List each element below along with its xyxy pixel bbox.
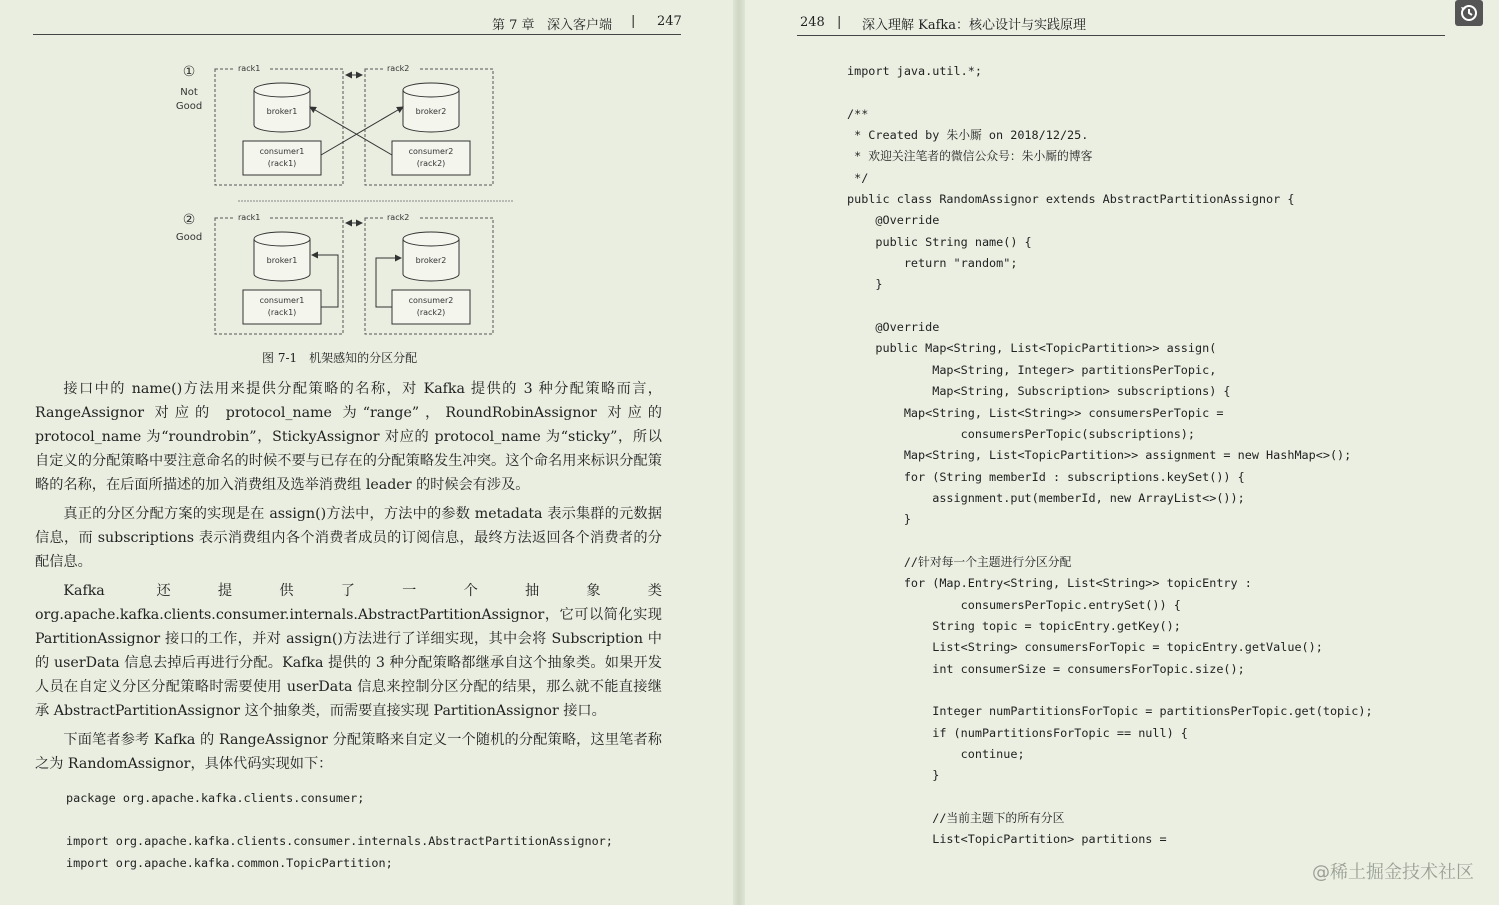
right-header-title: 深入理解 Kafka：核心设计与实践原理 — [862, 18, 1087, 33]
code-line: Integer numPartitionsForTopic = partitionsPerTopic.get(topic); — [847, 704, 1373, 719]
case2-broker2-label: broker2 — [415, 256, 447, 265]
code-line: import org.apache.kafka.clients.consumer.internals.AbstractPartitionAssignor; — [66, 834, 613, 848]
case2-consumer1-rack: (rack1) — [267, 308, 297, 317]
code-line — [847, 82, 1373, 103]
case1-label-line1: Not — [180, 87, 198, 98]
code-line: int consumerSize = consumersForTopic.size(); — [847, 661, 1245, 676]
case1-broker2-label: broker2 — [415, 107, 447, 116]
case1-label-line2: Good — [175, 101, 203, 112]
code-line: Map<String, Integer> partitionsPerTopic, — [847, 362, 1217, 377]
code-line: String topic = topicEntry.getKey(); — [847, 618, 1181, 633]
case2-consumer2-label: consumer2 — [408, 296, 454, 305]
paragraph-3: Kafka 还提供了一个抽象类 org.apache.kafka.clients.consumer.internals.AbstractPartitionAssignor，它可以简化实现 PartitionAssignor 接口的工作，并对 assign()方法进行了详细实现，其中会将 Subscription 中的 userData 信息去掉后再进行分配。Kafka 提供的 3 种分配策略都继承自这个抽象类。如果开发人员在自定义分区分配策略时需要使用 userData 信息来控制分区分配的结果，那么就不能直接继承 AbstractPartitionAssignor 这个抽象类，而需要直接实现 PartitionAssignor 接口。 — [35, 583, 662, 719]
code-line: //针对每一个主题进行分区分配 — [847, 554, 1072, 569]
code-line: @Override — [847, 213, 940, 228]
code-line: } — [847, 768, 940, 783]
code-line — [847, 787, 1373, 808]
code-line: List<String> consumersForTopic = topicEntry.getValue(); — [847, 640, 1323, 655]
case1-arrow-consumer1-to-broker2 — [321, 107, 403, 155]
case1-rack2-label: rack2 — [387, 64, 410, 73]
code-line: consumersPerTopic(subscriptions); — [847, 426, 1196, 441]
code-line: } — [847, 512, 911, 527]
code-line: List<TopicPartition> partitions = — [847, 832, 1167, 847]
history-button[interactable] — [1455, 0, 1483, 26]
paragraph-1: 接口中的 name()方法用来提供分配策略的名称，对 Kafka 提供的 3 种分配策略而言，RangeAssignor 对应的 protocol_name 为“range”，RoundRobinAssignor 对应的 protocol_name 为“roundrobin”，StickyAssignor 对应的 protocol_name 为“sticky”，所以自定义的分配策略中要注意命名的时候不要与已存在的分配策略发生冲突。这个命名用来标识分配策略的名称，在后面所描述的加入消费组及选举消费组 leader 的时候会有涉及。 — [35, 381, 662, 493]
right-header-page-number: 248 — [800, 15, 825, 30]
case1-rack1-label: rack1 — [238, 64, 261, 73]
case1-consumer2-label: consumer2 — [408, 147, 454, 156]
left-header-section: 深入客户端 — [547, 18, 613, 33]
code-line: public Map<String, List<TopicPartition>> assign( — [847, 341, 1217, 356]
code-line: package org.apache.kafka.clients.consumer; — [66, 791, 365, 805]
case1-arrow-consumer2-to-broker1 — [310, 107, 392, 155]
code-line: return "random"; — [847, 256, 1018, 271]
code-line: for (String memberId : subscriptions.keySet()) { — [847, 469, 1245, 484]
code-line — [847, 296, 1373, 317]
left-header-separator: | — [631, 14, 636, 29]
paragraph-2: 真正的分区分配方案的实现是在 assign()方法中，方法中的参数 metadata 表示集群的元数据信息，而 subscriptions 表示消费组内各个消费者成员的订阅信息，最终方法返回各个消费者的分配信息。 — [35, 506, 662, 570]
book-gutter — [733, 0, 745, 905]
code-line: } — [847, 277, 883, 292]
left-header-chapter: 第 7 章 — [492, 18, 535, 33]
case1-consumer1-rack: (rack1) — [267, 159, 297, 168]
code-line: //当前主题下的所有分区 — [847, 811, 1065, 826]
code-line: Map<String, Subscription> subscriptions) { — [847, 384, 1231, 399]
case1-number: ① — [182, 64, 196, 80]
case2-consumer1-label: consumer1 — [259, 296, 305, 305]
case1-broker1-label: broker1 — [266, 107, 298, 116]
case1-consumer2-rack: (rack2) — [416, 159, 446, 168]
code-line: import org.apache.kafka.common.TopicPartition; — [66, 855, 393, 870]
code-line: /** — [847, 106, 869, 121]
code-line: public class RandomAssignor extends AbstractPartitionAssignor { — [847, 192, 1295, 207]
code-line: import java.util.*; — [847, 64, 982, 78]
history-icon — [1459, 3, 1479, 23]
code-line: Map<String, List<TopicPartition>> assignment = new HashMap<>(); — [847, 448, 1352, 463]
watermark: @稀土掘金技术社区 — [1312, 862, 1474, 883]
right-header-rule — [797, 35, 1445, 36]
figure-rack-aware-assignment — [170, 55, 530, 350]
code-line: @Override — [847, 320, 940, 335]
case2-number: ② — [182, 212, 196, 228]
code-line: * 欢迎关注笔者的微信公众号：朱小厮的博客 — [847, 149, 1093, 164]
code-line: public String name() { — [847, 234, 1032, 249]
case1-consumer1-label: consumer1 — [259, 147, 305, 156]
code-line: */ — [847, 170, 869, 185]
figure-caption: 图 7-1 机架感知的分区分配 — [262, 351, 418, 365]
code-line: continue; — [847, 747, 1025, 761]
case2-rack1-label: rack1 — [238, 213, 261, 222]
code-line: Map<String, List<String>> consumersPerTopic = — [847, 405, 1224, 420]
body-text — [35, 377, 662, 781]
code-line — [847, 531, 1373, 552]
left-header-rule — [33, 34, 681, 35]
left-code-block — [66, 788, 613, 874]
case2-broker1-label: broker1 — [266, 256, 298, 265]
code-line: for (Map.Entry<String, List<String>> topicEntry : — [847, 576, 1252, 591]
code-line: consumersPerTopic.entrySet()) { — [847, 597, 1181, 612]
case2-label-line1: Good — [175, 232, 203, 243]
right-header-separator: | — [837, 15, 842, 30]
code-line: assignment.put(memberId, new ArrayList<>()); — [847, 490, 1245, 505]
code-line: if (numPartitionsForTopic == null) { — [847, 725, 1188, 740]
left-header-page-number: 247 — [657, 14, 682, 29]
code-line — [66, 810, 613, 832]
code-line — [847, 680, 1373, 701]
case2-rack2-label: rack2 — [387, 213, 410, 222]
code-line: * Created by 朱小厮 on 2018/12/25. — [847, 128, 1089, 143]
paragraph-4: 下面笔者参考 Kafka 的 RangeAssignor 分配策略来自定义一个随机的分配策略，这里笔者称之为 RandomAssignor，具体代码实现如下： — [35, 732, 662, 772]
right-code-block — [847, 61, 1373, 851]
case2-consumer2-rack: (rack2) — [416, 308, 446, 317]
